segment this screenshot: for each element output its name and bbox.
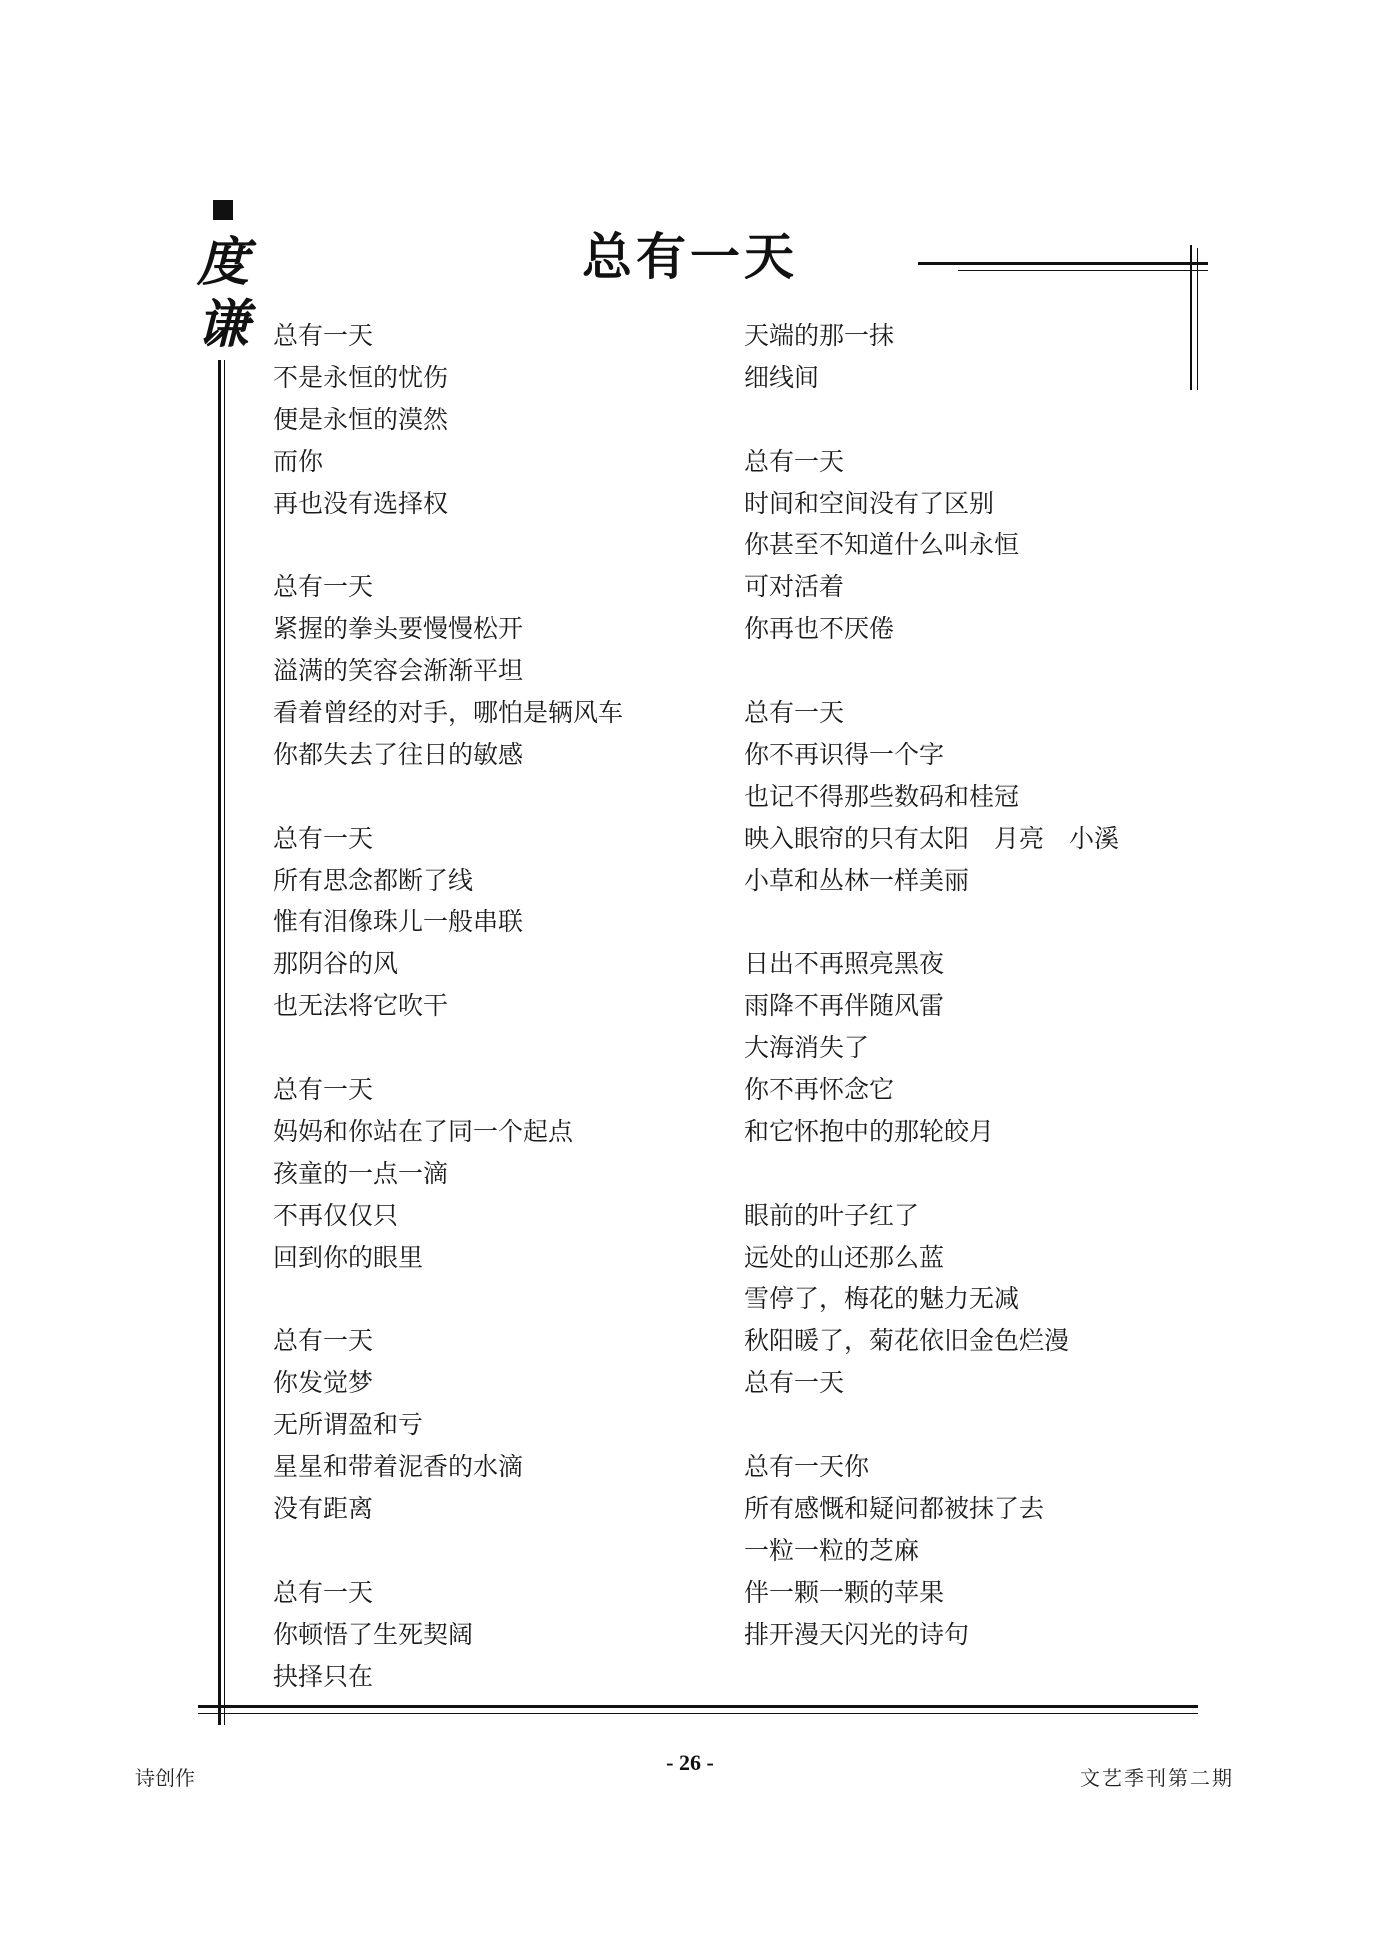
poem-line: 不再仅仅只: [273, 1200, 399, 1230]
poem-line: 也记不得那些数码和桂冠: [744, 781, 1020, 811]
poem-line: 映入眼帘的只有太阳 月亮 小溪: [744, 823, 1120, 853]
poem-line: 你顿悟了生死契阔: [273, 1619, 474, 1649]
poem-line: 雨降不再伴随风雷: [744, 991, 945, 1021]
page-number: - 26 -: [666, 1750, 714, 1775]
poem-line: 总有一天: [273, 572, 374, 602]
left-vertical-rule: [218, 360, 221, 1725]
poem-line: 妈妈和你站在了同一个起点: [273, 1116, 574, 1146]
title-horizontal-rule-thin: [958, 270, 1208, 271]
poem-line: 紧握的拳头要慢慢松开: [273, 614, 524, 644]
poem-line: 你发觉梦: [273, 1368, 374, 1398]
poem-line: 星星和带着泥香的水滴: [273, 1452, 524, 1482]
poem-line: 总有一天: [744, 1368, 845, 1398]
footer-publication: 文艺季刊第二期: [1080, 1766, 1234, 1790]
poem-line: 总有一天: [273, 1577, 374, 1607]
poem-line: 你不再怀念它: [744, 1075, 895, 1105]
poem-line: 便是永恒的漠然: [273, 404, 449, 434]
poem-line: 你都失去了往日的敏感: [273, 739, 524, 769]
poem-line: [273, 524, 713, 566]
poem-line: 不是永恒的忧伤: [273, 362, 449, 392]
poem-line: 眼前的叶子红了: [744, 1200, 920, 1230]
poem-line: 总有一天: [273, 321, 374, 350]
author-name: [193, 232, 253, 356]
poem-line: 小草和丛林一样美丽: [744, 865, 970, 895]
poem-line: [744, 650, 1204, 692]
poem-line: [273, 1278, 713, 1320]
poem-line: [744, 399, 1204, 441]
poem-line: 所有思念都断了线: [273, 865, 474, 895]
poem-line: 时间和空间没有了区别: [744, 488, 995, 518]
poem-line: 排开漫天闪光的诗句: [744, 1619, 970, 1649]
poem-line: 雪停了，梅花的魅力无减: [744, 1284, 1020, 1314]
author-name-char: 谦: [196, 294, 249, 355]
poem-line: 而你: [273, 446, 324, 476]
poem-line: 和它怀抱中的那轮皎月: [744, 1116, 995, 1146]
bottom-horizontal-rule: [198, 1705, 1198, 1708]
poem-line: 秋阳暖了，菊花依旧金色烂漫: [744, 1326, 1070, 1356]
poem-line: 你不再识得一个字: [744, 739, 945, 769]
poem-line: 大海消失了: [744, 1033, 870, 1063]
poem-line: 总有一天: [273, 823, 374, 853]
poem-line: 细线间: [744, 362, 820, 392]
poem-line: 溢满的笑容会渐渐平坦: [273, 656, 524, 686]
author-marker: [213, 200, 233, 220]
title-horizontal-rule: [918, 262, 1208, 265]
poem-line: 远处的山还那么蓝: [744, 1242, 945, 1272]
poem-line: 可对活着: [744, 572, 845, 602]
poem-title: 总有一天: [582, 228, 798, 286]
poem-line: [273, 1530, 713, 1572]
poem-line: [273, 776, 713, 818]
poem-line: [744, 901, 1204, 943]
poem-line: 再也没有选择权: [273, 488, 449, 518]
poem-line: 也无法将它吹干: [273, 991, 449, 1021]
poem-line: [273, 1027, 713, 1069]
poem-right-column: [744, 315, 1204, 1656]
poem-line: 日出不再照亮黑夜: [744, 949, 945, 979]
poem-line: 孩童的一点一滴: [273, 1158, 449, 1188]
poem-line: 总有一天你: [744, 1452, 870, 1482]
footer-section-label: 诗创作: [135, 1766, 195, 1790]
poem-line: 你甚至不知道什么叫永恒: [744, 530, 1020, 560]
poem-line: 没有距离: [273, 1493, 374, 1523]
poem-line: 一粒一粒的芝麻: [744, 1535, 920, 1565]
poem-line: 惟有泪像珠儿一般串联: [273, 907, 524, 937]
poem-line: 总有一天: [744, 446, 845, 476]
poem-line: 回到你的眼里: [273, 1242, 424, 1272]
poem-line: 总有一天: [273, 1075, 374, 1105]
poem-line: 所有感慨和疑问都被抹了去: [744, 1493, 1045, 1523]
poem-line: 总有一天: [744, 698, 845, 728]
poem-line: 抉择只在: [273, 1661, 374, 1691]
poem-line: 你再也不厌倦: [744, 614, 895, 644]
poem-line: 那阴谷的风: [273, 949, 399, 979]
left-vertical-rule-thin: [224, 360, 225, 1725]
poem-left-column: [273, 315, 713, 1697]
poem-line: [744, 1404, 1204, 1446]
poem-line: 总有一天: [273, 1326, 374, 1356]
poem-line: 伴一颗一颗的苹果: [744, 1577, 945, 1607]
poem-line: 天端的那一抹: [744, 321, 895, 350]
poem-line: 看着曾经的对手，哪怕是辆风车: [273, 698, 624, 728]
bottom-horizontal-rule-thin: [198, 1713, 1198, 1714]
author-name-char: 度: [196, 232, 249, 293]
poem-line: [744, 1153, 1204, 1195]
poem-line: 无所谓盈和亏: [273, 1410, 424, 1440]
